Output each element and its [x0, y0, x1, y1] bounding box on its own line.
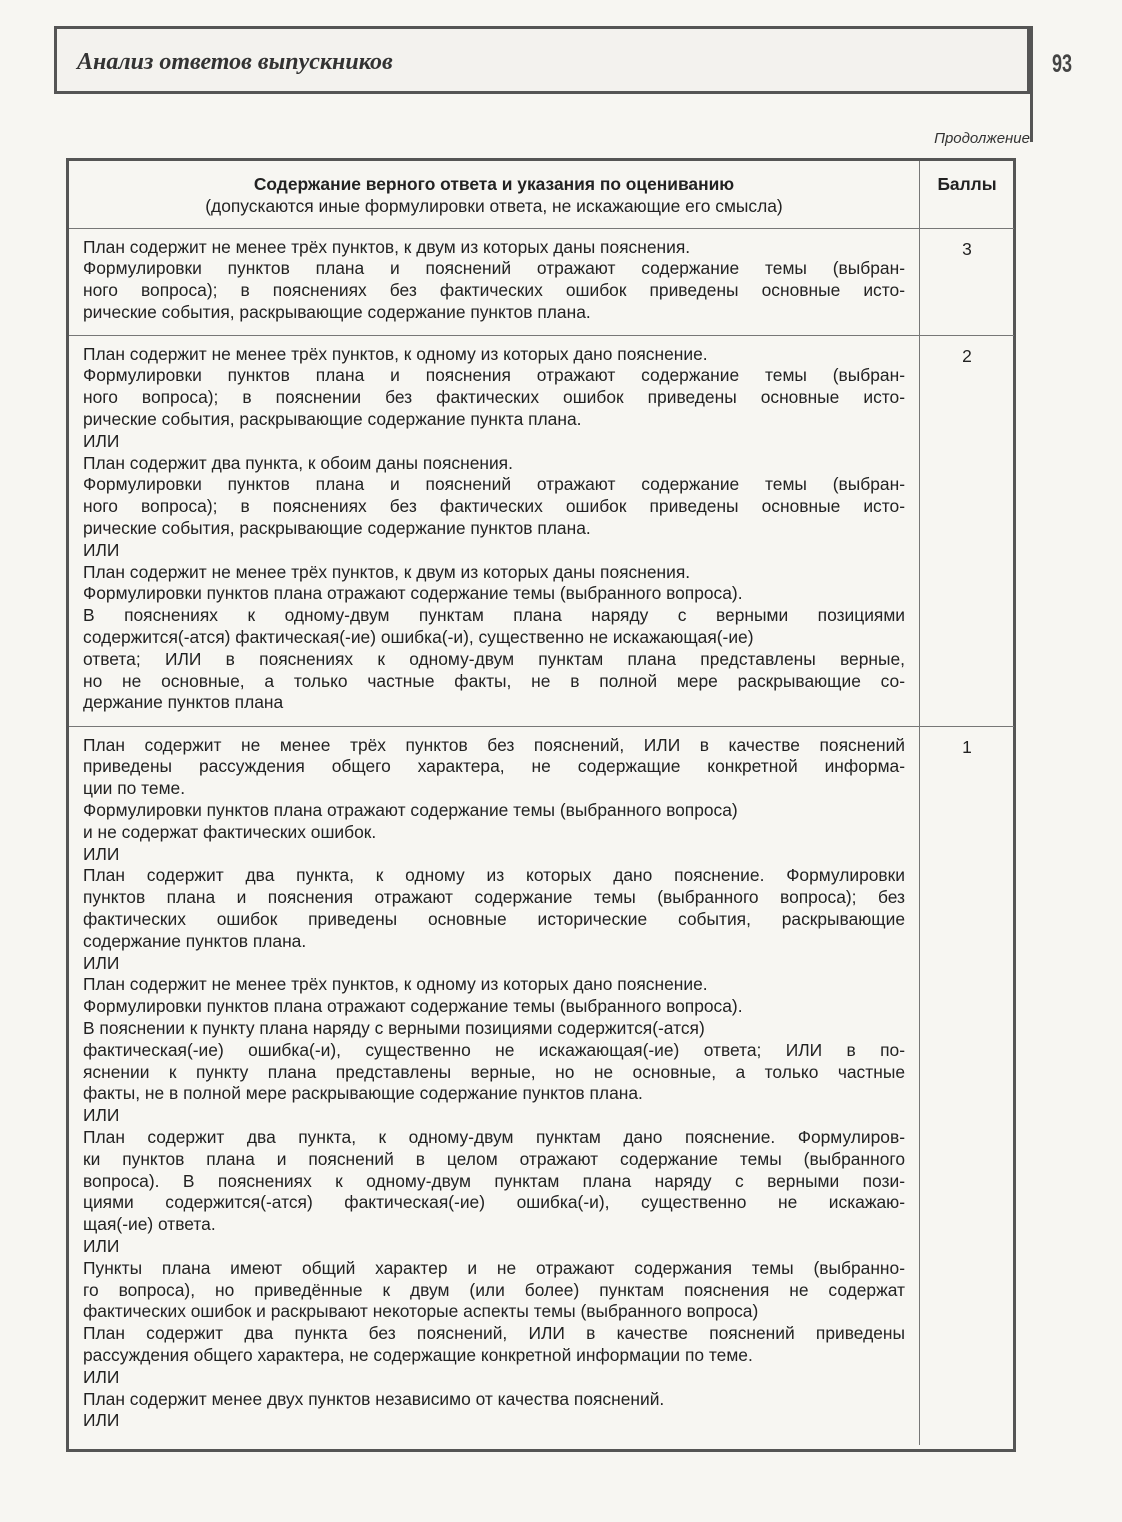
- criteria-line: факты, не в полной мере раскрывающие содержание пунктов плана.: [83, 1083, 643, 1104]
- table-row: [69, 335, 1014, 726]
- content-header-subtitle: (допускаются иные формулировки ответа, не искажающие его смысла): [205, 195, 783, 216]
- content-header-title: Содержание верного ответа и указания по оцениванию: [253, 174, 735, 194]
- criteria-line: ки пунктов плана и пояснений в целом отражают содержание темы (выбранного: [83, 1148, 905, 1169]
- criteria-line: рические события, раскрывающие содержание пунктов плана.: [83, 517, 591, 538]
- criteria-line: Формулировки пунктов плана отражают содержание темы (выбранного вопроса).: [83, 996, 743, 1017]
- criteria-line: План содержит два пункта, к обоим даны пояснения.: [83, 452, 513, 473]
- criteria-line: приведены рассуждения общего характера, не содержащие конкретной информа-: [83, 756, 905, 777]
- criteria-cell: [69, 228, 920, 335]
- page-header: [54, 26, 1030, 94]
- criteria-line: рические события, раскрывающие содержание пунктов плана.: [83, 301, 591, 322]
- criteria-line: го вопроса), но приведённые к двум (или более) пунктам пояснения не содержат: [83, 1279, 905, 1300]
- or-separator: ИЛИ: [83, 1235, 120, 1256]
- criteria-line: яснении к пункту плана представлены верные, но не основные, а только частные: [83, 1061, 905, 1082]
- table-row: [69, 726, 1014, 1445]
- criteria-line: План содержит не менее трёх пунктов, к одному из которых дано пояснение.: [83, 343, 708, 364]
- criteria-line: содержится(-атся) фактическая(-ие) ошибка(-и), существенно не искажающая(-ие): [83, 626, 754, 647]
- criteria-line: В пояснениях к одному-двум пунктам плана наряду с верными позициями: [83, 605, 905, 626]
- criteria-line: циями содержится(-атся) фактическая(-ие) ошибка(-и), существенно не искажаю-: [83, 1192, 905, 1213]
- criteria-line: рические события, раскрывающие содержание пункта плана.: [83, 408, 582, 429]
- score-cell: 1: [920, 726, 1015, 1445]
- table-row: [69, 228, 1014, 335]
- criteria-line: щая(-ие) ответа.: [83, 1214, 216, 1235]
- criteria-line: держание пунктов плана: [83, 692, 284, 713]
- continuation-label: Продолжение: [934, 130, 1030, 147]
- criteria-line: фактических ошибок и раскрывают некоторые аспекты темы (выбранного вопроса): [83, 1301, 759, 1322]
- or-separator: ИЛИ: [83, 1105, 120, 1126]
- criteria-line: Пункты плана имеют общий характер и не отражают содержания темы (выбранно-: [83, 1257, 905, 1278]
- criteria-line: Формулировки пунктов плана и пояснений отражают содержание темы (выбран-: [83, 258, 905, 279]
- table-header-row: [69, 161, 1014, 228]
- criteria-line: План содержит не менее трёх пунктов, к одному из которых дано пояснение.: [83, 974, 708, 995]
- criteria-line: вопроса). В пояснениях к одному-двум пунктам плана наряду с верными пози-: [83, 1170, 905, 1191]
- criteria-line: ного вопроса); в пояснениях без фактических ошибок приведены основные исто-: [83, 496, 905, 517]
- or-separator: ИЛИ: [83, 843, 120, 864]
- criteria-line: План содержит не менее трёх пунктов без пояснений, ИЛИ в качестве пояснений: [83, 734, 905, 755]
- page-number: 93: [1052, 50, 1073, 78]
- score-cell: 3: [920, 228, 1015, 335]
- content-column-header: [69, 161, 920, 228]
- criteria-line: ответа; ИЛИ в пояснениях к одному-двум пунктам плана представлены верные,: [83, 648, 905, 669]
- header-side-rule: [1030, 26, 1033, 142]
- criteria-line: Формулировки пунктов плана и пояснений отражают содержание темы (выбран-: [83, 474, 905, 495]
- criteria-line: Формулировки пунктов плана отражают содержание темы (выбранного вопроса).: [83, 583, 743, 604]
- criteria-line: ного вопроса); в пояснениях без фактических ошибок приведены основные исто-: [83, 280, 905, 301]
- score-cell: 2: [920, 335, 1015, 726]
- criteria-line: рассуждения общего характера, не содержащие конкретной информации по теме.: [83, 1344, 753, 1365]
- grading-table: [66, 158, 1016, 1452]
- criteria-line: фактическая(-ие) ошибка(-и), существенно не искажающая(-ие) ответа; ИЛИ в по-: [83, 1039, 905, 1060]
- criteria-line: пунктов плана и пояснения отражают содержание темы (выбранного вопроса); без: [83, 887, 905, 908]
- criteria-line: План содержит два пункта без пояснений, ИЛИ в качестве пояснений приведены: [83, 1323, 905, 1344]
- criteria-line: План содержит не менее трёх пунктов, к двум из которых даны пояснения.: [83, 561, 691, 582]
- header-title: Анализ ответов выпускников: [77, 49, 393, 75]
- criteria-line: фактических ошибок приведены основные исторические события, раскрывающие: [83, 908, 905, 929]
- criteria-line: но не основные, а только частные факты, не в полной мере раскрывающие со-: [83, 670, 905, 691]
- criteria-line: ции по теме.: [83, 778, 186, 799]
- criteria-cell: [69, 726, 920, 1445]
- criteria-line: Формулировки пунктов плана отражают содержание темы (выбранного вопроса): [83, 799, 738, 820]
- criteria-line: В пояснении к пункту плана наряду с верными позициями содержится(-атся): [83, 1017, 705, 1038]
- or-separator: ИЛИ: [83, 1410, 120, 1431]
- criteria-line: План содержит менее двух пунктов независимо от качества пояснений.: [83, 1388, 665, 1409]
- criteria-line: Формулировки пунктов плана и пояснения отражают содержание темы (выбран-: [83, 365, 905, 386]
- criteria-line: План содержит не менее трёх пунктов, к двум из которых даны пояснения.: [83, 236, 691, 257]
- or-separator: ИЛИ: [83, 539, 120, 560]
- criteria-line: и не содержат фактических ошибок.: [83, 821, 377, 842]
- criteria-line: План содержит два пункта, к одному из которых дано пояснение. Формулировки: [83, 865, 905, 886]
- score-column-header: Баллы: [920, 161, 1015, 228]
- or-separator: ИЛИ: [83, 430, 120, 451]
- or-separator: ИЛИ: [83, 1366, 120, 1387]
- criteria-line: ного вопроса); в пояснении без фактических ошибок приведены основные исто-: [83, 387, 905, 408]
- criteria-cell: [69, 335, 920, 726]
- or-separator: ИЛИ: [83, 952, 120, 973]
- criteria-line: содержание пунктов плана.: [83, 930, 307, 951]
- criteria-line: План содержит два пункта, к одному-двум пунктам дано пояснение. Формулиров-: [83, 1126, 905, 1147]
